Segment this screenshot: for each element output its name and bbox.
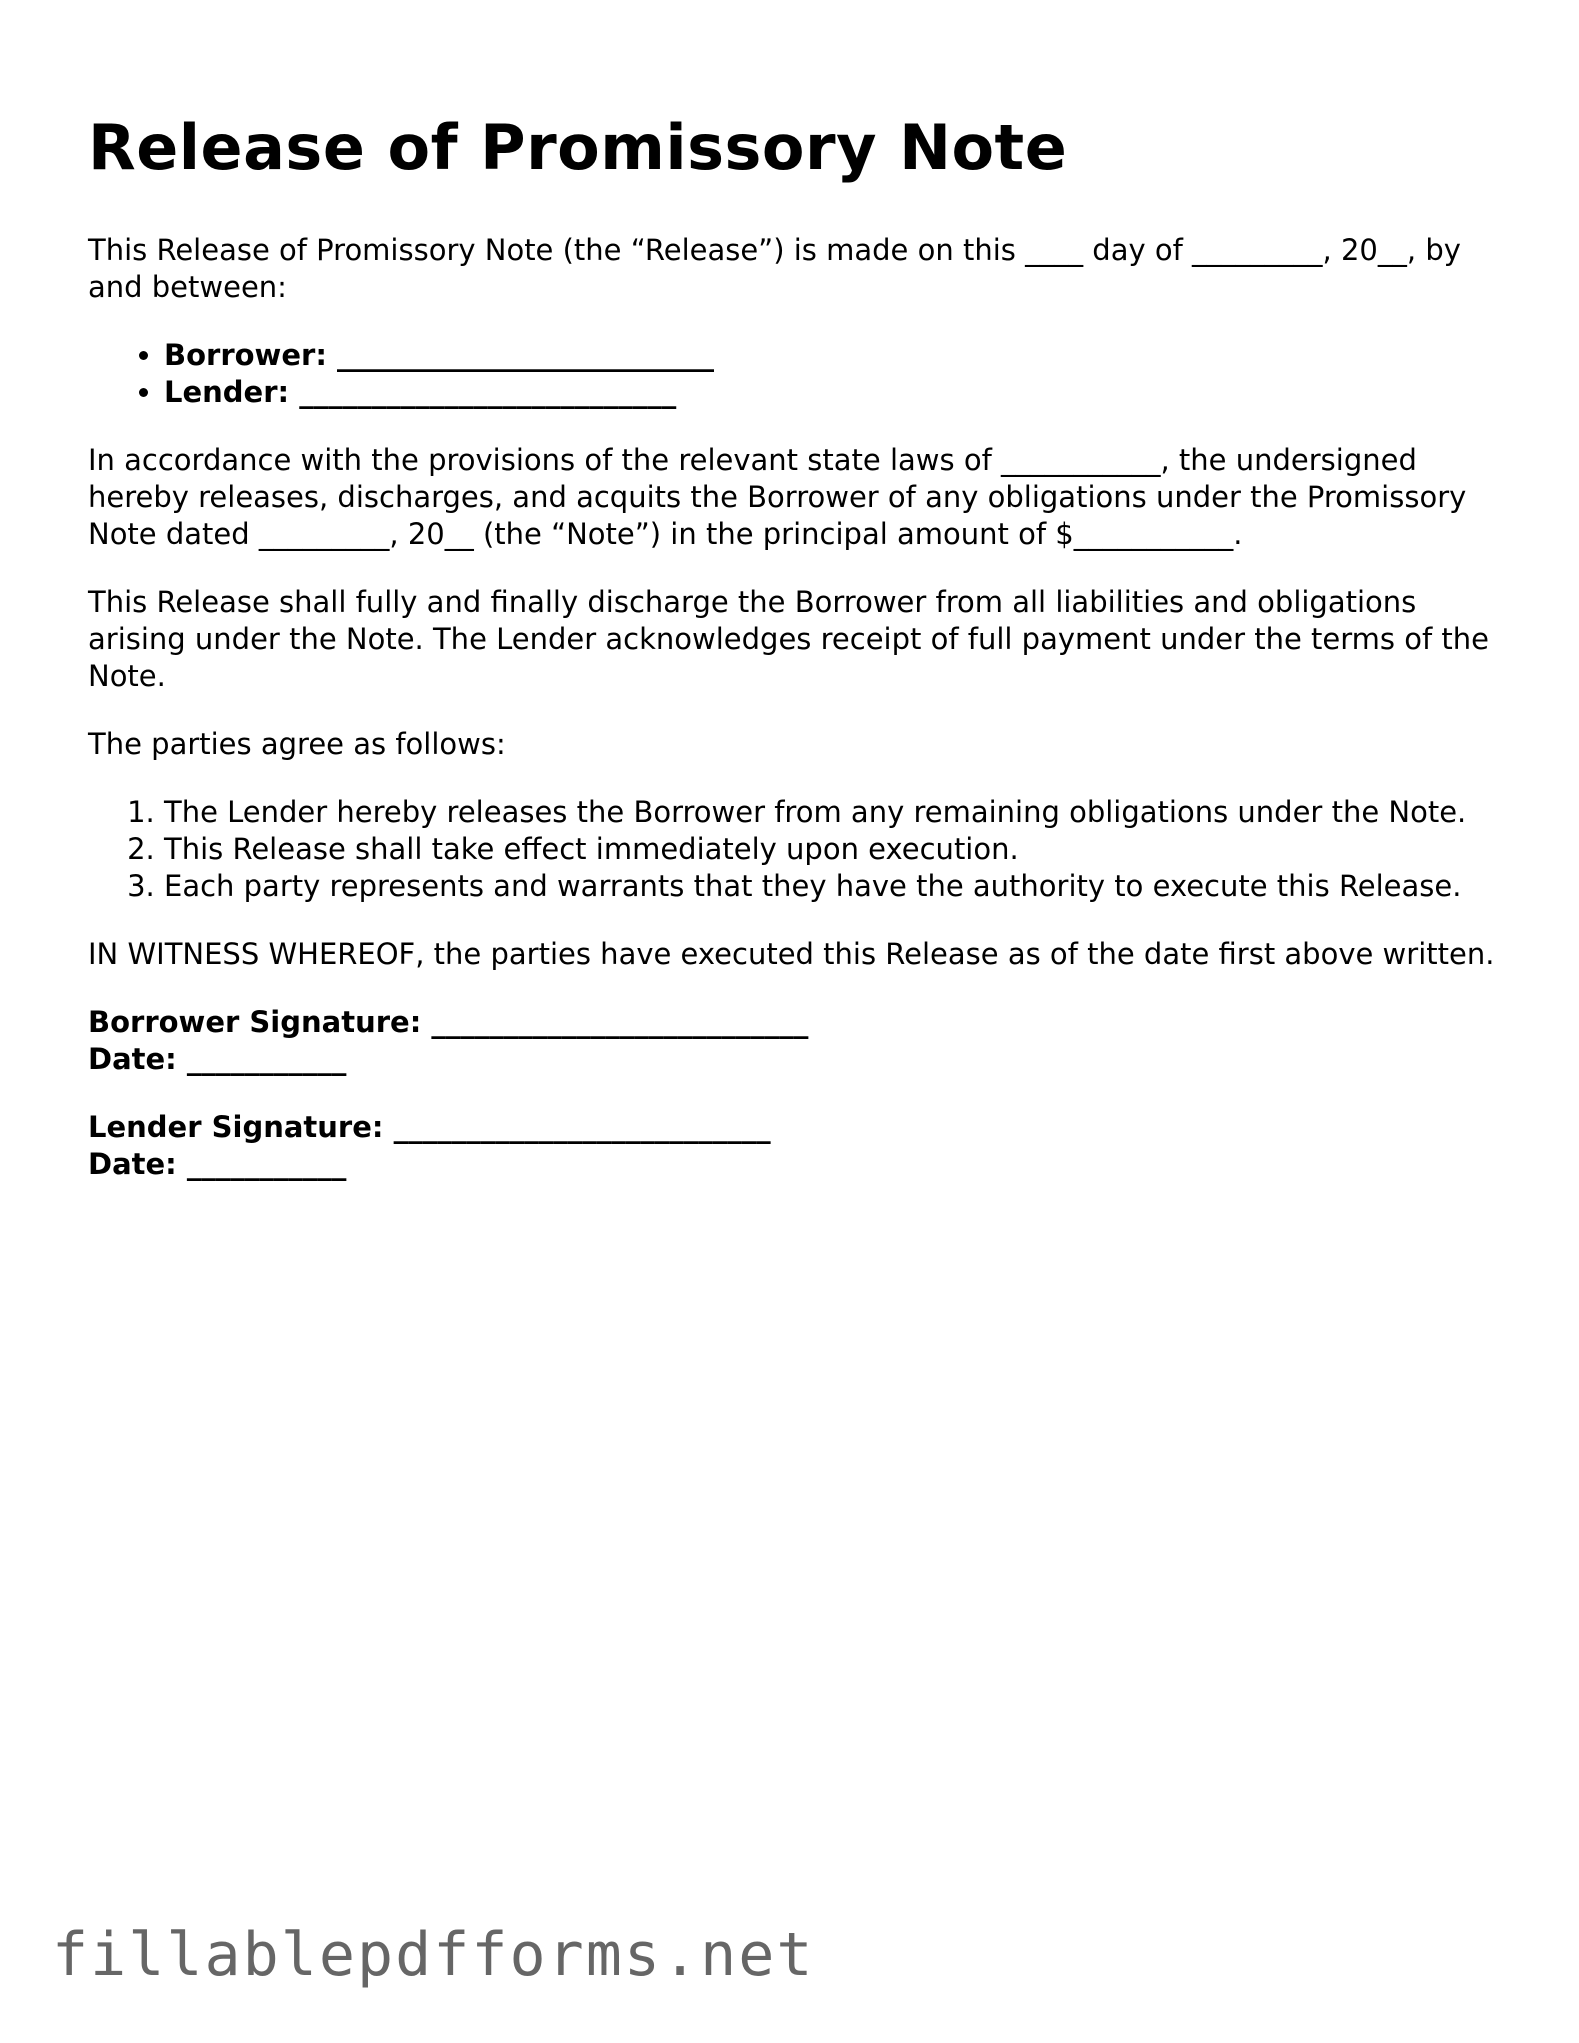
parties-list bbox=[88, 337, 1508, 411]
lender-signature-label: Lender Signature: bbox=[88, 1110, 384, 1144]
lender-signature-block bbox=[88, 1109, 1508, 1183]
borrower-date-label: Date: bbox=[88, 1042, 177, 1076]
list-item: 3. Each party represents and warrants that they have the authority to execute this Release. bbox=[164, 868, 1508, 905]
accordance-paragraph: In accordance with the provisions of the relevant state laws of ___________, the undersigned hereby releases, discharges, and acquits the Borrower of any obligations under the Promissory Note dated _________, 20__ (the “Note”) in the principal amount of $___________. bbox=[88, 443, 1467, 551]
document-title: Release of Promissory Note bbox=[88, 111, 1068, 184]
borrower-signature-label: Borrower Signature: bbox=[88, 1005, 422, 1039]
borrower-label: Borrower: bbox=[164, 338, 327, 372]
borrower-signature-blank[interactable]: __________________________ bbox=[431, 1005, 809, 1039]
agree-intro: The parties agree as follows: bbox=[88, 727, 506, 761]
lender-blank[interactable]: __________________________ bbox=[299, 375, 677, 409]
borrower-blank[interactable]: __________________________ bbox=[337, 338, 715, 372]
intro-paragraph: This Release of Promissory Note (the “Release”) is made on this ____ day of _________, 20__, by and between: bbox=[88, 233, 1461, 304]
lender-date-blank[interactable]: ___________ bbox=[186, 1147, 347, 1181]
list-item bbox=[164, 374, 1508, 411]
lender-signature-blank[interactable]: __________________________ bbox=[393, 1110, 771, 1144]
list-item bbox=[164, 337, 1508, 374]
terms-list bbox=[88, 794, 1508, 905]
borrower-date-blank[interactable]: ___________ bbox=[186, 1042, 347, 1076]
borrower-signature-block bbox=[88, 1004, 1508, 1078]
witness-paragraph: IN WITNESS WHEREOF, the parties have executed this Release as of the date first above written. bbox=[88, 937, 1495, 971]
lender-label: Lender: bbox=[164, 375, 290, 409]
list-item: 2. This Release shall take effect immediately upon execution. bbox=[164, 831, 1508, 868]
list-item: 1. The Lender hereby releases the Borrower from any remaining obligations under the Note. bbox=[164, 794, 1508, 831]
watermark-text: fillablepdfforms.net bbox=[52, 1920, 815, 1990]
lender-date-label: Date: bbox=[88, 1147, 177, 1181]
document-page bbox=[88, 108, 1508, 1214]
discharge-paragraph: This Release shall fully and finally discharge the Borrower from all liabilities and obligations arising under the Note. The Lender acknowledges receipt of full payment under the terms of the Note. bbox=[88, 585, 1490, 693]
